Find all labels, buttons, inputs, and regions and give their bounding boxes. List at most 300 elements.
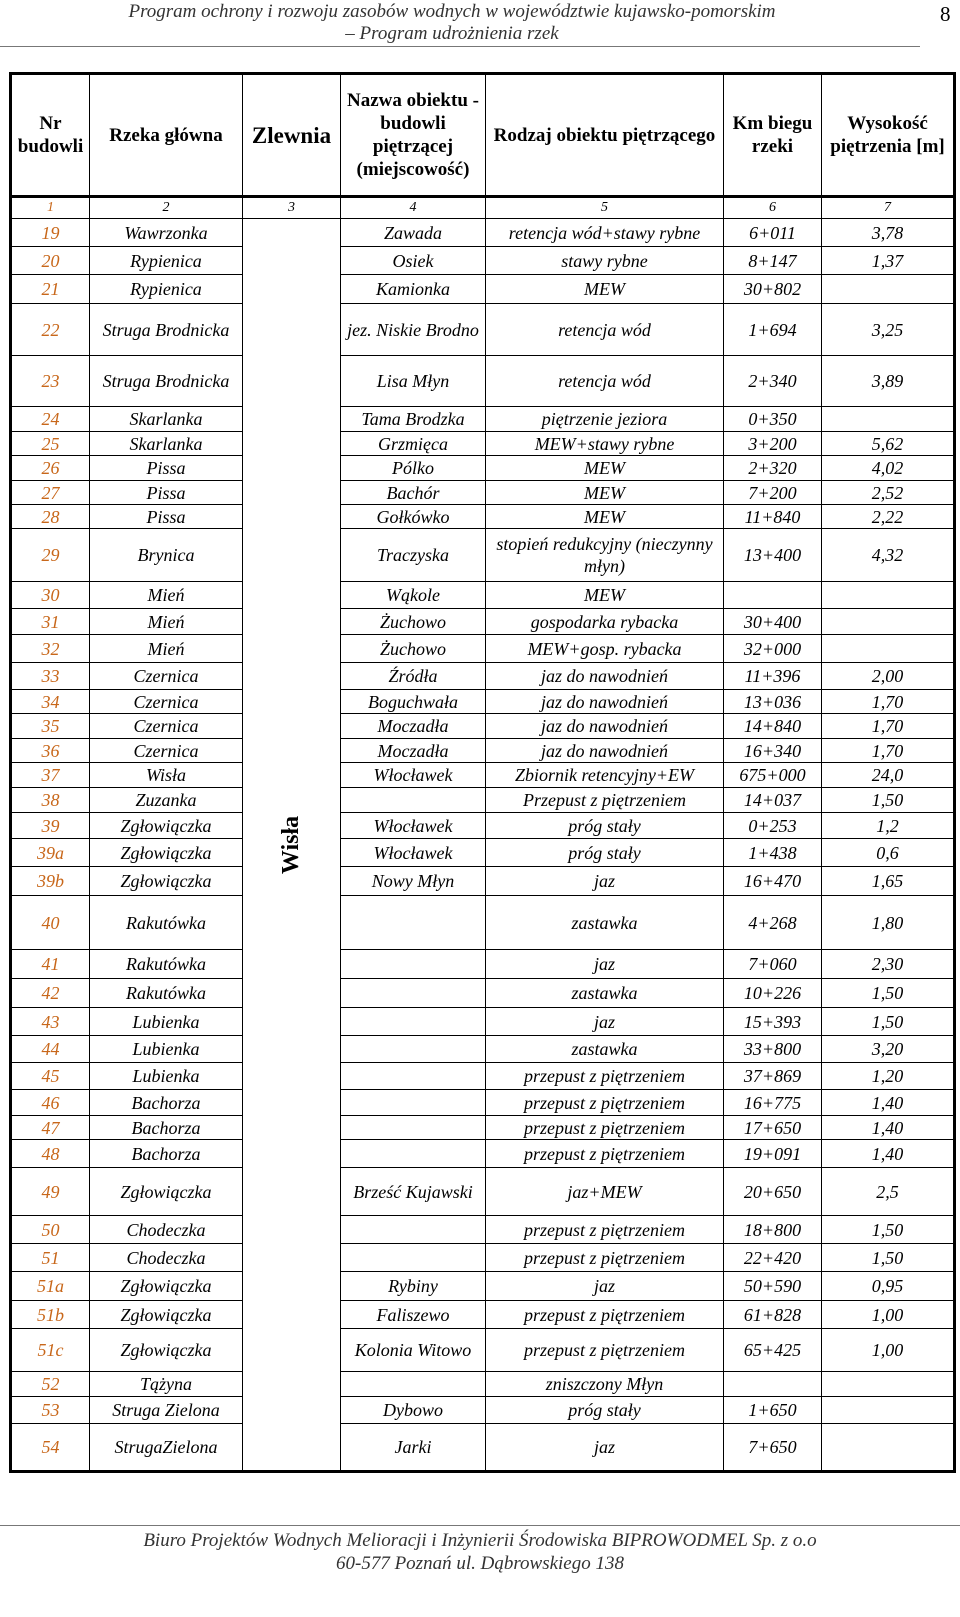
cell-nazwa — [341, 896, 486, 950]
table-row — [11, 505, 955, 529]
cell-rzeka: Bachorza — [90, 1090, 243, 1116]
cell-rzeka: Skarlanka — [90, 432, 243, 456]
cell-km: 22+420 — [724, 1244, 822, 1272]
cell-rzeka: Rakutówka — [90, 979, 243, 1008]
table-row — [11, 1216, 955, 1244]
cell-rzeka: Mień — [90, 582, 243, 609]
cell-rzeka: Zgłowiączka — [90, 1301, 243, 1329]
cell-km: 1+438 — [724, 839, 822, 867]
cell-km: 1+694 — [724, 304, 822, 356]
col-header-wysokosc: Wysokość piętrzenia [m] — [822, 74, 955, 197]
cell-rzeka: Struga Brodnicka — [90, 356, 243, 407]
zlewnia-cell — [243, 219, 341, 1472]
cell-nr: 30 — [11, 582, 90, 609]
cell-rodzaj: jaz do nawodnień — [486, 714, 724, 739]
cell-rodzaj: gospodarka rybacka — [486, 609, 724, 635]
cell-wys: 1,40 — [822, 1116, 955, 1140]
footer-address: 60-577 Poznań ul. Dąbrowskiego 138 — [336, 1553, 624, 1574]
table-body — [11, 219, 955, 1472]
cell-km: 16+340 — [724, 739, 822, 763]
cell-km — [724, 1372, 822, 1397]
cell-nr: 28 — [11, 505, 90, 529]
cell-wys: 4,32 — [822, 529, 955, 582]
table-row — [11, 1008, 955, 1036]
cell-wys: 3,78 — [822, 219, 955, 247]
cell-nazwa: Nowy Młyn — [341, 867, 486, 896]
cell-rodzaj: retencja wód — [486, 356, 724, 407]
cell-nr: 34 — [11, 690, 90, 714]
cell-rzeka: Czernica — [90, 690, 243, 714]
cell-km: 15+393 — [724, 1008, 822, 1036]
cell-nazwa: Moczadła — [341, 739, 486, 763]
table-row — [11, 979, 955, 1008]
cell-km: 16+470 — [724, 867, 822, 896]
cell-km: 14+037 — [724, 788, 822, 813]
cell-nazwa — [341, 1216, 486, 1244]
cell-nr: 20 — [11, 247, 90, 275]
table-row — [11, 950, 955, 979]
cell-nazwa: Gołkówko — [341, 505, 486, 529]
cell-nr: 35 — [11, 714, 90, 739]
cell-nr: 49 — [11, 1168, 90, 1216]
cell-rzeka: Zgłowiączka — [90, 813, 243, 839]
cell-nr: 46 — [11, 1090, 90, 1116]
cell-wys: 1,20 — [822, 1063, 955, 1090]
cell-rzeka: Chodeczka — [90, 1244, 243, 1272]
cell-rodzaj: przepust z piętrzeniem — [486, 1216, 724, 1244]
cell-km: 11+840 — [724, 505, 822, 529]
col-header-rodzaj: Rodzaj obiektu piętrzącego — [486, 74, 724, 197]
cell-wys — [822, 635, 955, 663]
cell-rodzaj: jaz do nawodnień — [486, 690, 724, 714]
table-row — [11, 529, 955, 582]
cell-rzeka: Zgłowiączka — [90, 1272, 243, 1301]
dam-table — [9, 72, 956, 1473]
cell-rzeka: Mień — [90, 635, 243, 663]
cell-wys: 1,70 — [822, 739, 955, 763]
cell-wys: 3,89 — [822, 356, 955, 407]
cell-rodzaj: MEW — [486, 505, 724, 529]
cell-rzeka: Brynica — [90, 529, 243, 582]
cell-rodzaj: przepust z piętrzeniem — [486, 1301, 724, 1329]
cell-km — [724, 582, 822, 609]
column-number-row — [11, 197, 955, 219]
cell-km: 13+036 — [724, 690, 822, 714]
cell-wys: 1,50 — [822, 1216, 955, 1244]
cell-rodzaj: jaz do nawodnień — [486, 739, 724, 763]
cell-nazwa: Grzmięca — [341, 432, 486, 456]
cell-nazwa — [341, 979, 486, 1008]
cell-nazwa: Rybiny — [341, 1272, 486, 1301]
cell-km: 10+226 — [724, 979, 822, 1008]
cell-rodzaj: jaz — [486, 1272, 724, 1301]
zlewnia-label: Wisła — [278, 815, 305, 874]
cell-rzeka: Czernica — [90, 739, 243, 763]
cell-km: 2+340 — [724, 356, 822, 407]
cell-nazwa: Pólko — [341, 456, 486, 481]
cell-rodzaj: jaz+MEW — [486, 1168, 724, 1216]
cell-km: 16+775 — [724, 1090, 822, 1116]
cell-km: 37+869 — [724, 1063, 822, 1090]
cell-km: 2+320 — [724, 456, 822, 481]
cell-rodzaj: jaz — [486, 867, 724, 896]
cell-rzeka: Lubienka — [90, 1008, 243, 1036]
cell-wys: 1,50 — [822, 1244, 955, 1272]
cell-nazwa — [341, 950, 486, 979]
cell-km: 4+268 — [724, 896, 822, 950]
cell-km: 30+802 — [724, 275, 822, 304]
footer-divider — [0, 1525, 960, 1526]
cell-wys: 1,65 — [822, 867, 955, 896]
cell-nr: 39b — [11, 867, 90, 896]
cell-rodzaj: przepust z piętrzeniem — [486, 1063, 724, 1090]
cell-nazwa — [341, 1140, 486, 1168]
cell-wys — [822, 582, 955, 609]
cell-nazwa: Jarki — [341, 1424, 486, 1472]
cell-rodzaj: zniszczony Młyn — [486, 1372, 724, 1397]
col-number: 2 — [90, 197, 243, 219]
cell-rzeka: Rakutówka — [90, 950, 243, 979]
cell-nr: 53 — [11, 1397, 90, 1424]
cell-km: 65+425 — [724, 1329, 822, 1372]
cell-wys: 0,6 — [822, 839, 955, 867]
cell-nr: 29 — [11, 529, 90, 582]
cell-rzeka: Rypienica — [90, 247, 243, 275]
table-row — [11, 739, 955, 763]
table-row — [11, 690, 955, 714]
cell-nr: 39 — [11, 813, 90, 839]
cell-wys: 3,25 — [822, 304, 955, 356]
cell-rodzaj: jaz — [486, 1424, 724, 1472]
cell-nazwa: Boguchwała — [341, 690, 486, 714]
cell-nr: 27 — [11, 481, 90, 505]
cell-rzeka: Lubienka — [90, 1063, 243, 1090]
table-row — [11, 432, 955, 456]
cell-nazwa — [341, 1063, 486, 1090]
cell-nr: 47 — [11, 1116, 90, 1140]
cell-nr: 42 — [11, 979, 90, 1008]
cell-rzeka: Bachorza — [90, 1116, 243, 1140]
table-row — [11, 1116, 955, 1140]
cell-nazwa — [341, 788, 486, 813]
cell-rzeka: Lubienka — [90, 1036, 243, 1063]
table-row — [11, 896, 955, 950]
cell-rzeka: Mień — [90, 609, 243, 635]
cell-nr: 39a — [11, 839, 90, 867]
cell-km: 0+350 — [724, 407, 822, 432]
cell-nr: 33 — [11, 663, 90, 690]
cell-rodzaj: przepust z piętrzeniem — [486, 1090, 724, 1116]
table-row — [11, 275, 955, 304]
table-row — [11, 481, 955, 505]
table-row — [11, 813, 955, 839]
cell-nr: 51a — [11, 1272, 90, 1301]
cell-km: 8+147 — [724, 247, 822, 275]
cell-km: 11+396 — [724, 663, 822, 690]
cell-wys: 3,20 — [822, 1036, 955, 1063]
cell-wys: 1,50 — [822, 1008, 955, 1036]
cell-rzeka: Rakutówka — [90, 896, 243, 950]
table-row — [11, 407, 955, 432]
cell-km: 13+400 — [724, 529, 822, 582]
cell-nazwa — [341, 1372, 486, 1397]
cell-rzeka: Struga Zielona — [90, 1397, 243, 1424]
table-row — [11, 219, 955, 247]
cell-km: 32+000 — [724, 635, 822, 663]
cell-rzeka: Zgłowiączka — [90, 839, 243, 867]
cell-rodzaj: Przepust z piętrzeniem — [486, 788, 724, 813]
cell-nazwa: Wąkole — [341, 582, 486, 609]
cell-nazwa — [341, 1116, 486, 1140]
cell-nazwa: Faliszewo — [341, 1301, 486, 1329]
footer-company: Biuro Projektów Wodnych Melioracji i Inżynierii Środowiska BIPROWODMEL Sp. z o.o — [143, 1530, 817, 1551]
cell-rodzaj: stawy rybne — [486, 247, 724, 275]
cell-wys — [822, 407, 955, 432]
cell-rzeka: Wisła — [90, 763, 243, 788]
cell-km: 19+091 — [724, 1140, 822, 1168]
cell-wys: 2,5 — [822, 1168, 955, 1216]
cell-rodzaj: MEW — [486, 275, 724, 304]
cell-wys: 1,37 — [822, 247, 955, 275]
cell-wys: 1,40 — [822, 1140, 955, 1168]
col-number: 7 — [822, 197, 955, 219]
table-row — [11, 247, 955, 275]
table-row — [11, 1063, 955, 1090]
cell-wys — [822, 275, 955, 304]
cell-wys: 5,62 — [822, 432, 955, 456]
cell-rodzaj: przepust z piętrzeniem — [486, 1244, 724, 1272]
cell-km: 50+590 — [724, 1272, 822, 1301]
cell-nr: 41 — [11, 950, 90, 979]
page-number: 8 — [940, 2, 951, 26]
cell-nazwa: Włocławek — [341, 763, 486, 788]
cell-nr: 21 — [11, 275, 90, 304]
cell-rodzaj: retencja wód+stawy rybne — [486, 219, 724, 247]
cell-rodzaj: jaz — [486, 1008, 724, 1036]
cell-rodzaj: stopień redukcyjny (nieczynny młyn) — [486, 529, 724, 582]
cell-wys: 2,00 — [822, 663, 955, 690]
cell-km: 61+828 — [724, 1301, 822, 1329]
header-divider — [0, 46, 920, 47]
cell-wys: 1,40 — [822, 1090, 955, 1116]
cell-rodzaj: przepust z piętrzeniem — [486, 1329, 724, 1372]
table-row — [11, 1272, 955, 1301]
cell-wys — [822, 1424, 955, 1472]
cell-nazwa: Traczyska — [341, 529, 486, 582]
cell-rodzaj: przepust z piętrzeniem — [486, 1116, 724, 1140]
cell-km: 1+650 — [724, 1397, 822, 1424]
cell-nazwa: Kamionka — [341, 275, 486, 304]
table-row — [11, 1424, 955, 1472]
cell-rodzaj: próg stały — [486, 839, 724, 867]
cell-rodzaj: zastawka — [486, 1036, 724, 1063]
cell-km: 7+200 — [724, 481, 822, 505]
cell-nr: 52 — [11, 1372, 90, 1397]
cell-nr: 24 — [11, 407, 90, 432]
cell-nazwa: jez. Niskie Brodno — [341, 304, 486, 356]
cell-rodzaj: jaz do nawodnień — [486, 663, 724, 690]
cell-rodzaj: Zbiornik retencyjny+EW — [486, 763, 724, 788]
cell-wys: 1,70 — [822, 690, 955, 714]
cell-km: 6+011 — [724, 219, 822, 247]
cell-nr: 19 — [11, 219, 90, 247]
cell-nr: 23 — [11, 356, 90, 407]
cell-nr: 48 — [11, 1140, 90, 1168]
cell-wys: 2,22 — [822, 505, 955, 529]
table-row — [11, 304, 955, 356]
cell-rzeka: StrugaZielona — [90, 1424, 243, 1472]
cell-wys: 4,02 — [822, 456, 955, 481]
cell-km: 20+650 — [724, 1168, 822, 1216]
table-row — [11, 788, 955, 813]
table-row — [11, 635, 955, 663]
cell-rzeka: Pissa — [90, 456, 243, 481]
cell-nr: 26 — [11, 456, 90, 481]
cell-rodzaj: MEW — [486, 582, 724, 609]
col-header-rzeka: Rzeka główna — [90, 74, 243, 197]
cell-nazwa — [341, 1008, 486, 1036]
cell-rzeka: Wawrzonka — [90, 219, 243, 247]
cell-wys: 2,52 — [822, 481, 955, 505]
cell-wys: 1,00 — [822, 1301, 955, 1329]
page-header — [0, 0, 960, 50]
cell-km: 3+200 — [724, 432, 822, 456]
cell-rodzaj: MEW — [486, 456, 724, 481]
cell-rzeka: Skarlanka — [90, 407, 243, 432]
cell-nr: 31 — [11, 609, 90, 635]
cell-wys: 1,80 — [822, 896, 955, 950]
table-row — [11, 763, 955, 788]
cell-km: 0+253 — [724, 813, 822, 839]
cell-rodzaj: zastawka — [486, 896, 724, 950]
cell-wys: 1,00 — [822, 1329, 955, 1372]
cell-rodzaj: próg stały — [486, 813, 724, 839]
header-subtitle: – Program udrożnienia rzek — [345, 23, 559, 44]
cell-nr: 51b — [11, 1301, 90, 1329]
cell-rodzaj: próg stały — [486, 1397, 724, 1424]
cell-rodzaj: retencja wód — [486, 304, 724, 356]
table-row — [11, 582, 955, 609]
table-row — [11, 714, 955, 739]
cell-rzeka: Czernica — [90, 663, 243, 690]
cell-nazwa: Bachór — [341, 481, 486, 505]
table-row — [11, 456, 955, 481]
cell-nazwa: Moczadła — [341, 714, 486, 739]
cell-nr: 51 — [11, 1244, 90, 1272]
cell-nr: 40 — [11, 896, 90, 950]
cell-nazwa: Kolonia Witowo — [341, 1329, 486, 1372]
cell-wys: 24,0 — [822, 763, 955, 788]
cell-rzeka: Zgłowiączka — [90, 1168, 243, 1216]
cell-nazwa: Dybowo — [341, 1397, 486, 1424]
table-row — [11, 1090, 955, 1116]
cell-km: 7+060 — [724, 950, 822, 979]
col-number: 4 — [341, 197, 486, 219]
header-title: Program ochrony i rozwoju zasobów wodnych w województwie kujawsko-pomorskim — [128, 1, 776, 22]
col-number: 1 — [11, 197, 90, 219]
cell-nr: 43 — [11, 1008, 90, 1036]
table-header-row — [11, 74, 955, 197]
table-row — [11, 663, 955, 690]
cell-rzeka: Bachorza — [90, 1140, 243, 1168]
cell-nazwa: Żuchowo — [341, 635, 486, 663]
table-row — [11, 1397, 955, 1424]
cell-nr: 50 — [11, 1216, 90, 1244]
cell-nr: 54 — [11, 1424, 90, 1472]
cell-nazwa: Żuchowo — [341, 609, 486, 635]
cell-rzeka: Zuzanka — [90, 788, 243, 813]
cell-rodzaj: MEW+stawy rybne — [486, 432, 724, 456]
cell-wys: 1,50 — [822, 979, 955, 1008]
table-row — [11, 1140, 955, 1168]
cell-nr: 36 — [11, 739, 90, 763]
table-row — [11, 867, 955, 896]
col-number: 6 — [724, 197, 822, 219]
cell-rodzaj: MEW — [486, 481, 724, 505]
cell-nazwa: Włocławek — [341, 813, 486, 839]
table-row — [11, 1329, 955, 1372]
cell-nazwa: Włocławek — [341, 839, 486, 867]
cell-rodzaj: zastawka — [486, 979, 724, 1008]
table-row — [11, 1168, 955, 1216]
cell-nr: 44 — [11, 1036, 90, 1063]
cell-rzeka: Tążyna — [90, 1372, 243, 1397]
cell-nazwa — [341, 1244, 486, 1272]
cell-nr: 25 — [11, 432, 90, 456]
cell-km: 18+800 — [724, 1216, 822, 1244]
cell-nazwa — [341, 1036, 486, 1063]
cell-wys: 2,30 — [822, 950, 955, 979]
cell-nazwa: Zawada — [341, 219, 486, 247]
cell-nr: 45 — [11, 1063, 90, 1090]
cell-nazwa: Brześć Kujawski — [341, 1168, 486, 1216]
table-row — [11, 1036, 955, 1063]
cell-rodzaj: MEW+gosp. rybacka — [486, 635, 724, 663]
table-row — [11, 609, 955, 635]
cell-nazwa: Źródła — [341, 663, 486, 690]
cell-wys: 0,95 — [822, 1272, 955, 1301]
cell-rzeka: Czernica — [90, 714, 243, 739]
cell-km: 14+840 — [724, 714, 822, 739]
cell-nazwa: Lisa Młyn — [341, 356, 486, 407]
cell-rzeka: Struga Brodnicka — [90, 304, 243, 356]
col-header-km: Km biegu rzeki — [724, 74, 822, 197]
cell-rzeka: Zgłowiączka — [90, 1329, 243, 1372]
table-row — [11, 356, 955, 407]
cell-nazwa: Tama Brodzka — [341, 407, 486, 432]
col-number: 5 — [486, 197, 724, 219]
cell-wys: 1,50 — [822, 788, 955, 813]
cell-wys: 1,70 — [822, 714, 955, 739]
cell-km: 675+000 — [724, 763, 822, 788]
cell-km: 7+650 — [724, 1424, 822, 1472]
cell-rzeka: Chodeczka — [90, 1216, 243, 1244]
table-row — [11, 1244, 955, 1272]
cell-nr: 38 — [11, 788, 90, 813]
cell-nr: 32 — [11, 635, 90, 663]
cell-rzeka: Rypienica — [90, 275, 243, 304]
cell-wys — [822, 1397, 955, 1424]
col-header-nr: Nr budowli — [11, 74, 90, 197]
table-row — [11, 839, 955, 867]
col-header-nazwa: Nazwa obiektu - budowli piętrzącej (miejscowość) — [341, 74, 486, 197]
cell-km: 17+650 — [724, 1116, 822, 1140]
cell-km: 33+800 — [724, 1036, 822, 1063]
cell-rodzaj: jaz — [486, 950, 724, 979]
cell-nazwa: Osiek — [341, 247, 486, 275]
cell-wys — [822, 1372, 955, 1397]
cell-nr: 22 — [11, 304, 90, 356]
